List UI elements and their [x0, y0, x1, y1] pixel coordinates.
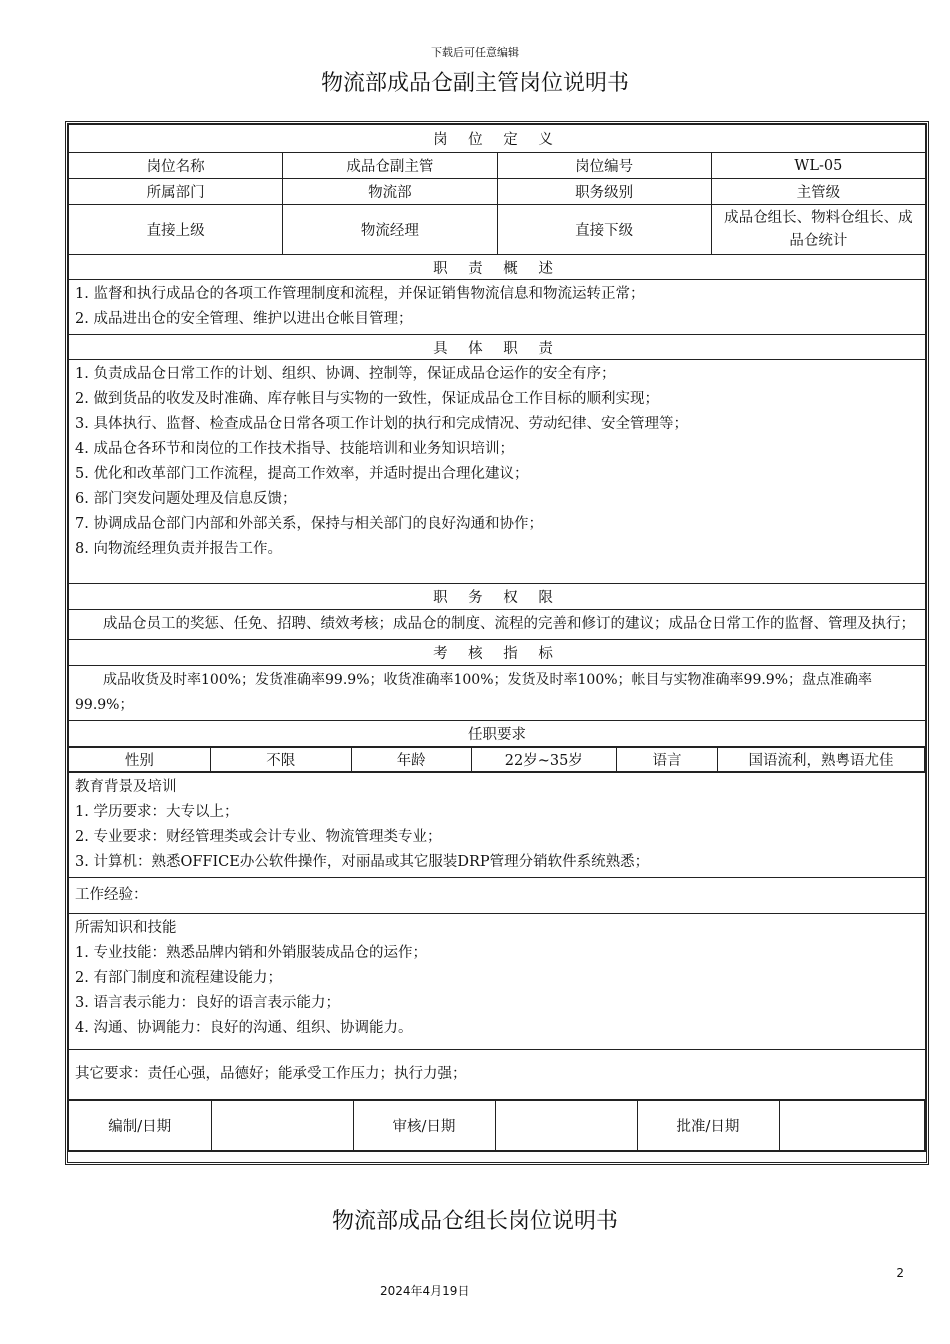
other-requirements: 其它要求：责任心强，品德好；能承受工作压力；执行力强；	[69, 1050, 926, 1100]
value-department: 物流部	[283, 179, 497, 205]
document-title: 物流部成品仓副主管岗位说明书	[320, 71, 629, 96]
label-reviewed-date: 审核/日期	[353, 1101, 495, 1151]
label-language: 语言	[617, 748, 718, 772]
header-note: 下载后可任意编辑	[431, 46, 519, 59]
list-item: 2. 有部门制度和流程建设能力；	[75, 970, 282, 986]
list-item: 1. 监督和执行成品仓的各项工作管理制度和流程，并保证销售物流信息和物流运转正常；	[75, 286, 645, 302]
label-department: 所属部门	[69, 179, 283, 205]
list-item: 4. 沟通、协调能力：良好的沟通、组织、协调能力。	[75, 1020, 413, 1036]
list-item: 8. 向物流经理负责并报告工作。	[75, 541, 282, 557]
section-summary: 职 责 概 述	[69, 255, 926, 280]
footer-date: 2024年4月19日	[380, 1284, 470, 1298]
section-requirements: 任职要求	[69, 721, 926, 747]
value-age: 22岁~35岁	[471, 748, 616, 772]
list-item: 4. 成品仓各环节和岗位的工作技术指导、技能培训和业务知识培训；	[75, 441, 514, 457]
value-language: 国语流利，熟粤语尤佳	[717, 748, 924, 772]
list-item: 7. 协调成品仓部门内部和外部关系，保持与相关部门的良好沟通和协作；	[75, 516, 543, 532]
skills-block	[69, 914, 926, 1050]
summary-list	[69, 280, 926, 335]
section-duties: 具 体 职 责	[69, 335, 926, 360]
value-reviewed-date	[495, 1101, 637, 1151]
next-document-title: 物流部成品仓组长岗位说明书	[331, 1209, 618, 1234]
label-age: 年龄	[351, 748, 471, 772]
label-superior: 直接上级	[69, 205, 283, 255]
page-number: 2	[896, 1266, 904, 1280]
list-item: 6. 部门突发问题处理及信息反馈；	[75, 491, 297, 507]
value-post-name: 成品仓副主管	[283, 153, 497, 179]
value-prepared-date	[211, 1101, 353, 1151]
job-description-table	[65, 121, 929, 1165]
label-approved-date: 批准/日期	[637, 1101, 779, 1151]
value-level: 主管级	[711, 179, 925, 205]
list-item: 2. 专业要求：财经管理类或会计专业、物流管理类专业；	[75, 829, 442, 845]
requirements-row	[69, 747, 926, 773]
section-kpi: 考 核 指 标	[69, 640, 926, 666]
list-item: 2. 成品进出仓的安全管理、维护以进出仓帐目管理；	[75, 311, 413, 327]
value-post-code: WL-05	[711, 153, 925, 179]
list-item: 5. 优化和改革部门工作流程，提高工作效率，并适时提出合理化建议；	[75, 466, 529, 482]
value-approved-date	[779, 1101, 925, 1151]
value-subordinate: 成品仓组长、物料仓组长、成品仓统计	[711, 205, 925, 255]
kpi-text: 成品收货及时率100%；发货准确率99.9%；收货准确率100%；发货及时率100%；帐目与实物准确率99.9%；盘点准确率99.9%；	[69, 666, 926, 721]
authority-text: 成品仓员工的奖惩、任免、招聘、绩效考核；成品仓的制度、流程的完善和修订的建议；成品仓日常工作的监督、管理及执行；	[69, 610, 926, 640]
label-post-name: 岗位名称	[69, 153, 283, 179]
list-item: 1. 专业技能：熟悉品牌内销和外销服装成品仓的运作；	[75, 945, 427, 961]
education-label: 教育背景及培训	[75, 779, 177, 795]
section-post-definition: 岗 位 定 义	[69, 125, 926, 153]
experience-text: 工作经验：	[69, 878, 926, 914]
list-item: 1. 负责成品仓日常工作的计划、组织、协调、控制等，保证成品仓运作的安全有序；	[75, 366, 616, 382]
list-item: 3. 具体执行、监督、检查成品仓日常各项工作计划的执行和完成情况、劳动纪律、安全管理等；	[75, 416, 688, 432]
list-item: 3. 语言表示能力：良好的语言表示能力；	[75, 995, 340, 1011]
label-level: 职务级别	[497, 179, 711, 205]
list-item: 1. 学历要求：大专以上；	[75, 804, 239, 820]
label-subordinate: 直接下级	[497, 205, 711, 255]
section-authority: 职 务 权 限	[69, 584, 926, 610]
signoff-row	[69, 1100, 926, 1152]
education-block	[69, 773, 926, 878]
value-gender: 不限	[210, 748, 351, 772]
label-prepared-date: 编制/日期	[69, 1101, 211, 1151]
skills-label: 所需知识和技能	[75, 920, 177, 936]
list-item: 2. 做到货品的收发及时准确、库存帐目与实物的一致性，保证成品仓工作目标的顺利实现；	[75, 391, 659, 407]
label-gender: 性别	[69, 748, 210, 772]
list-item: 3. 计算机：熟悉OFFICE办公软件操作，对丽晶或其它服装DRP管理分销软件系统熟悉；	[75, 854, 650, 870]
label-post-code: 岗位编号	[497, 153, 711, 179]
value-superior: 物流经理	[283, 205, 497, 255]
duties-list	[69, 360, 926, 584]
